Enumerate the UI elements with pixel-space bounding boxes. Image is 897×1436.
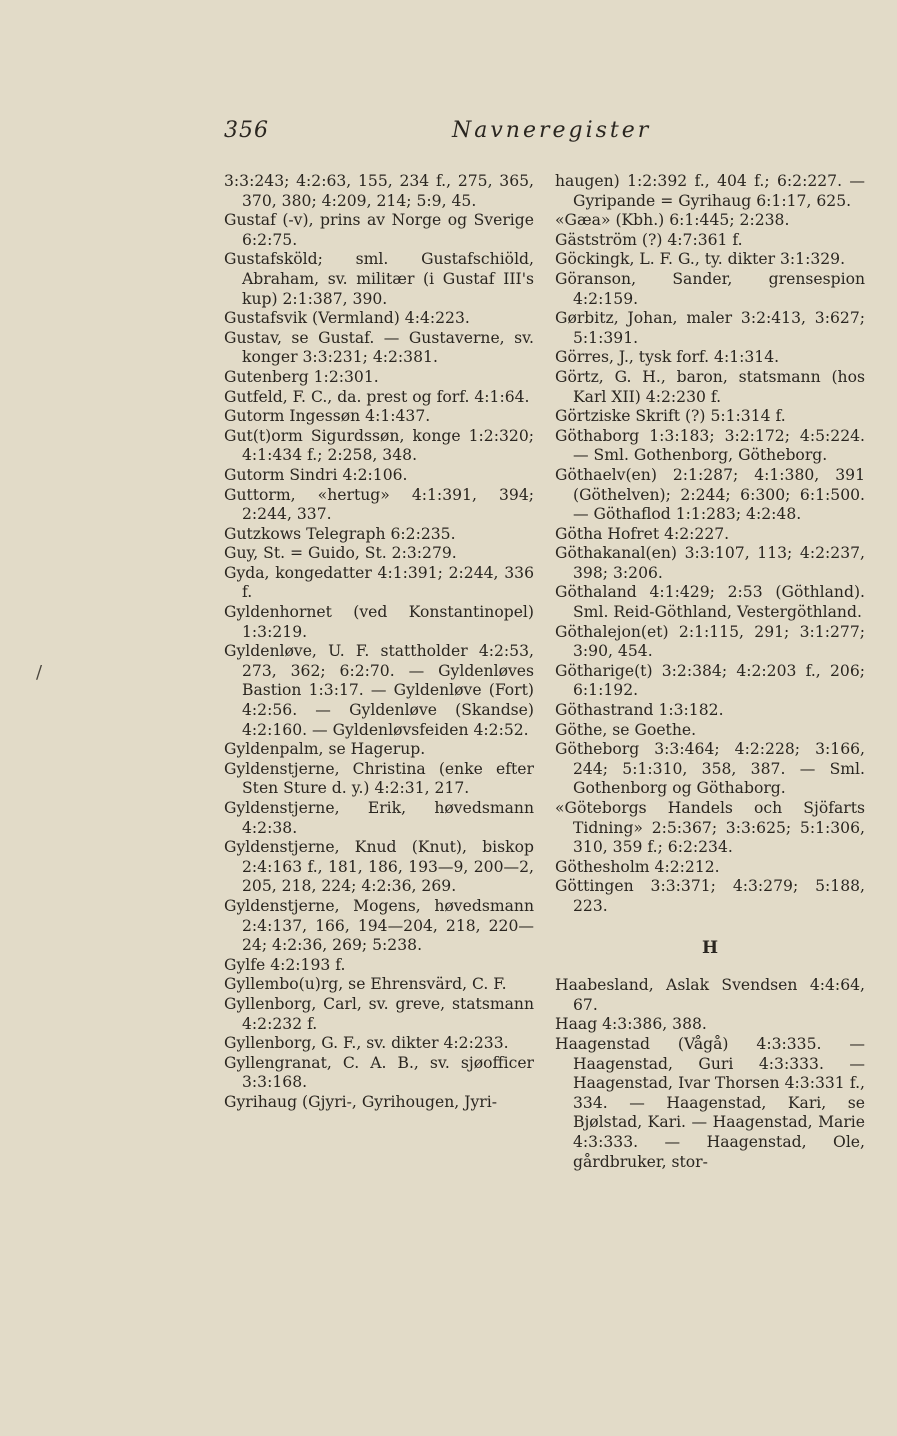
- index-entry: Gyllengranat, C. A. B., sv. sjøofficer 3:3:168.: [224, 1053, 534, 1092]
- index-entry: Görtziske Skrift (?) 5:1:314 f.: [555, 407, 786, 426]
- index-entry: Guy, St. = Guido, St. 2:3:279.: [224, 544, 457, 563]
- index-entry: Göranson, Sander, grensespion 4:2:159.: [555, 269, 865, 308]
- index-entry: Gyldenhornet (ved Konstantinopel) 1:3:219.: [224, 603, 534, 641]
- index-entry: Haagenstad (Vågå) 4:3:335. — Haagenstad, Guri 4:3:333. — Haagenstad, Ivar Thorsen 4:3:331 f., 334. — Haagenstad, Kari, se Bjølstad, Kari. — Haagenstad, Marie 4:3:333. — Haagenstad, Ole, gårdbruker, stor-: [555, 1034, 865, 1171]
- index-entry: Göthaland 4:1:429; 2:53 (Göthland). Sml. Reid-Göthland, Vestergöthland.: [555, 583, 865, 622]
- index-entry: Gyrihaug (Gjyri-, Gyrihougen, Jyri-: [224, 1092, 497, 1111]
- index-entry: Göthalejon(et) 2:1:115, 291; 3:1:277; 3:90, 454.: [555, 622, 865, 661]
- index-entry: Gutzkows Telegraph 6:2:235.: [224, 524, 456, 543]
- index-entry: Gyllenborg, G. F., sv. dikter 4:2:233.: [224, 1034, 509, 1053]
- index-entry: Gustafsköld; sml. Gustafschiöld, Abraham, sv. militær (i Gustaf III's kup) 2:1:387, 390.: [224, 250, 534, 308]
- index-entry: Gyldenstjerne, Christina (enke efter Sten Sture d. y.) 4:2:31, 217.: [224, 759, 534, 798]
- index-entry: Göthaborg 1:3:183; 3:2:172; 4:5:224. — Sml. Gothenborg, Götheborg.: [555, 426, 865, 465]
- index-entry: Gutorm Sindri 4:2:106.: [224, 465, 408, 484]
- index-entry: Göthaelv(en) 2:1:287; 4:1:380, 391 (Göthelven); 2:244; 6:300; 6:1:500. — Göthaflod 1:1:283; 4:2:48.: [555, 465, 865, 524]
- index-entry: Gyldenstjerne, Mogens, høvedsmann 2:4:137, 166, 194—204, 218, 220—24; 4:2:36, 269; 5:238.: [224, 896, 534, 955]
- section-letter-h: H: [701, 937, 719, 958]
- index-entry: Gyda, kongedatter 4:1:391; 2:244, 336 f.: [224, 563, 534, 602]
- index-entry: 3:3:243; 4:2:63, 155, 234 f., 275, 365, 370, 380; 4:209, 214; 5:9, 45.: [224, 172, 534, 210]
- index-entry: haugen) 1:2:392 f., 404 f.; 6:2:227. — Gyripande = Gyrihaug 6:1:17, 625.: [555, 172, 865, 210]
- index-entry: Gustav, se Gustaf. — Gustaverne, sv. konger 3:3:231; 4:2:381.: [224, 328, 534, 367]
- page-title: Navneregister: [452, 118, 652, 143]
- index-entry: Haag 4:3:386, 388.: [555, 1015, 707, 1034]
- index-entry: Gustaf (-v), prins av Norge og Sverige 6:2:75.: [224, 211, 534, 249]
- index-entry: Göttingen 3:3:371; 4:3:279; 5:188, 223.: [555, 877, 865, 915]
- index-entry: Göthe, se Goethe.: [555, 720, 697, 739]
- index-entry: Gutenberg 1:2:301.: [224, 367, 379, 386]
- page-number: 356: [224, 118, 269, 143]
- index-entry: Gyllenborg, Carl, sv. greve, statsmann 4:2:232 f.: [224, 994, 534, 1033]
- page-header: [222, 118, 867, 148]
- left-column: [224, 172, 534, 1113]
- margin-mark: /: [36, 662, 43, 683]
- index-entry: Görres, J., tysk forf. 4:1:314.: [555, 348, 780, 367]
- index-entry: Gästström (?) 4:7:361 f.: [555, 230, 743, 249]
- index-entry: Gutfeld, F. C., da. prest og forf. 4:1:64.: [224, 387, 530, 406]
- index-entry: Gylfe 4:2:193 f.: [224, 955, 346, 974]
- index-entry: Göthesholm 4:2:212.: [555, 857, 720, 876]
- index-entry: Gyldenstjerne, Knud (Knut), biskop 2:4:163 f., 181, 186, 193—9, 200—2, 205, 218, 224; 4:2:36, 269.: [224, 838, 534, 896]
- index-entry: Göthastrand 1:3:182.: [555, 701, 724, 720]
- index-entry: Göthakanal(en) 3:3:107, 113; 4:2:237, 398; 3:206.: [555, 544, 865, 582]
- index-entry: Gut(t)orm Sigurdssøn, konge 1:2:320; 4:1:434 f.; 2:258, 348.: [224, 426, 534, 465]
- right-column: [555, 172, 865, 1172]
- index-entry: Gutorm Ingessøn 4:1:437.: [224, 407, 431, 426]
- index-entry: Görtz, G. H., baron, statsmann (hos Karl XII) 4:2:230 f.: [555, 367, 865, 406]
- index-entry: Gørbitz, Johan, maler 3:2:413, 3:627; 5:1:391.: [555, 309, 865, 347]
- right-column-h-entries: [555, 976, 865, 1172]
- index-entry: Götharige(t) 3:2:384; 4:2:203 f., 206; 6:1:192.: [555, 661, 865, 700]
- index-entry: «Gæa» (Kbh.) 6:1:445; 2:238.: [555, 211, 790, 230]
- index-entry: Gyldenpalm, se Hagerup.: [224, 740, 426, 759]
- index-entry: Gustafsvik (Vermland) 4:4:223.: [224, 309, 470, 328]
- right-column-g-entries: [555, 172, 865, 917]
- index-entry: Götha Hofret 4:2:227.: [555, 524, 730, 543]
- index-entry: «Göteborgs Handels och Sjöfarts Tidning» 2:5:367; 3:3:625; 5:1:306, 310, 359 f.; 6:2:234.: [555, 799, 865, 857]
- index-entry: Göckingk, L. F. G., ty. dikter 3:1:329.: [555, 250, 846, 269]
- index-entry: Gyldenstjerne, Erik, høvedsmann 4:2:38.: [224, 799, 534, 837]
- index-entry: Gyldenløve, U. F. stattholder 4:2:53, 273, 362; 6:2:70. — Gyldenløves Bastion 1:3:17. — Gyldenløve (Fort) 4:2:56. — Gyldenløve (Skandse) 4:2:160. — Gyldenløvsfeiden 4:2:52.: [224, 642, 534, 739]
- index-entry: Gyllembo(u)rg, se Ehrensvärd, C. F.: [224, 975, 507, 994]
- index-entry: Götheborg 3:3:464; 4:2:228; 3:166, 244; 5:1:310, 358, 387. — Sml. Gothenborg og Göthaborg.: [555, 740, 865, 798]
- index-entry: Haabesland, Aslak Svendsen 4:4:64, 67.: [555, 976, 865, 1014]
- index-entry: Guttorm, «hertug» 4:1:391, 394; 2:244, 337.: [224, 485, 534, 524]
